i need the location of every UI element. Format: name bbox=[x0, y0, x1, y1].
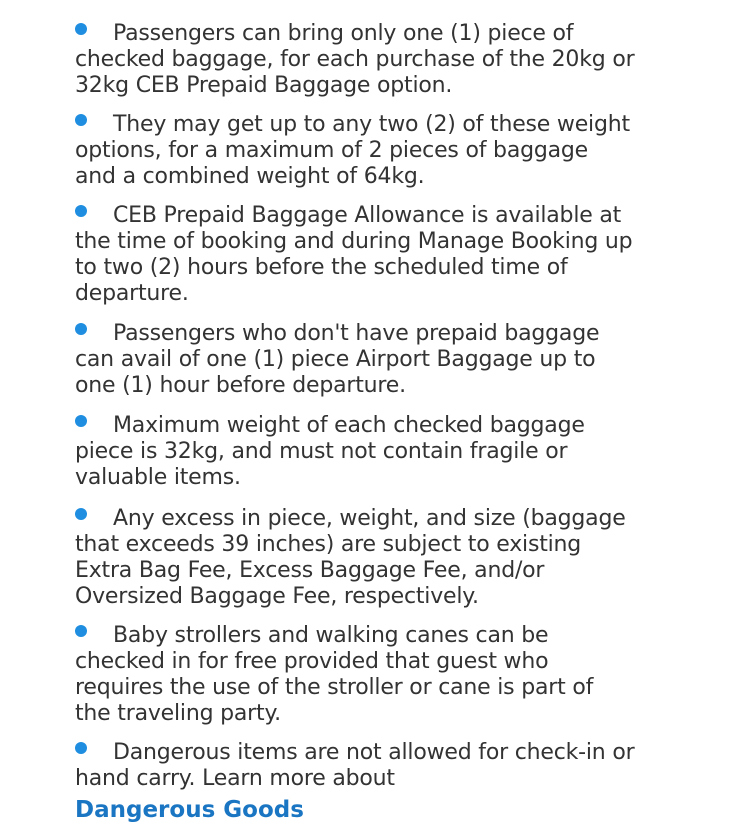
list-item-text: Passengers can bring only one (1) piece of checked baggage, for each purchase of the 20kg or 32kg CEB Prepaid Baggage option. bbox=[75, 21, 635, 98]
list-item bbox=[75, 623, 635, 727]
list-item-text: Maximum weight of each checked baggage piece is 32kg, and must not contain fragile or valuable items. bbox=[75, 413, 585, 490]
dangerous-goods-link[interactable]: Dangerous Goods bbox=[75, 797, 304, 823]
list-item bbox=[75, 21, 635, 99]
list-item-text: They may get up to any two (2) of these weight options, for a maximum of 2 pieces of baggage and a combined weight of 64kg. bbox=[75, 112, 630, 189]
list-item-text: Baby strollers and walking canes can be checked in for free provided that guest who requires the use of the stroller or cane is part of the traveling party. bbox=[75, 623, 594, 726]
list-item-text: Any excess in piece, weight, and size (baggage that exceeds 39 inches) are subject to existing Extra Bag Fee, Excess Baggage Fee, and/or Oversized Baggage Fee, respectively. bbox=[75, 506, 626, 609]
list-item-text: CEB Prepaid Baggage Allowance is available at the time of booking and during Manage Booking up to two (2) hours before the scheduled time of departure. bbox=[75, 203, 633, 306]
list-item-text: Passengers who don't have prepaid baggage can avail of one (1) piece Airport Baggage up to one (1) hour before departure. bbox=[75, 321, 600, 398]
list-item bbox=[75, 506, 635, 610]
list-item bbox=[75, 112, 635, 190]
list-item bbox=[75, 321, 635, 399]
list-item bbox=[75, 740, 635, 792]
list-item bbox=[75, 203, 635, 307]
list-item bbox=[75, 413, 635, 491]
list-item-text: Dangerous items are not allowed for check-in or hand carry. Learn more about bbox=[75, 740, 635, 791]
